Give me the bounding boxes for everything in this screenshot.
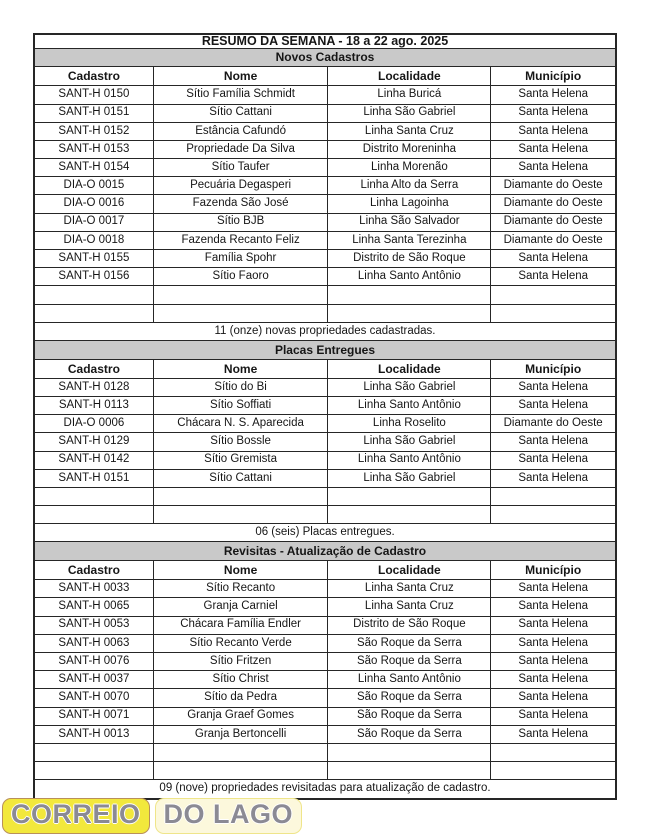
table-cell: SANT-H 0113 xyxy=(34,396,153,414)
column-header: Município xyxy=(491,359,616,378)
table-row xyxy=(34,451,616,469)
table-cell: Linha Santa Cruz xyxy=(328,122,491,140)
section-summary-row xyxy=(34,322,616,340)
section-summary-row xyxy=(34,524,616,542)
section-summary-row xyxy=(34,780,616,799)
table-cell: SANT-H 0013 xyxy=(34,725,153,743)
empty-cell xyxy=(491,506,616,524)
table-title-row xyxy=(34,34,616,48)
table-row xyxy=(34,634,616,652)
table-cell: Santa Helena xyxy=(491,580,616,598)
table-cell: Santa Helena xyxy=(491,469,616,487)
table-cell: Diamante do Oeste xyxy=(491,177,616,195)
column-header-row xyxy=(34,561,616,580)
table-row xyxy=(34,653,616,671)
empty-cell xyxy=(34,762,153,780)
empty-cell xyxy=(153,762,328,780)
table-cell: Linha Santa Cruz xyxy=(328,580,491,598)
table-row xyxy=(34,671,616,689)
table-cell: Linha Santo Antônio xyxy=(328,396,491,414)
empty-cell xyxy=(491,743,616,761)
table-cell: Linha Santo Antônio xyxy=(328,451,491,469)
table-cell: Santa Helena xyxy=(491,433,616,451)
table-cell: SANT-H 0037 xyxy=(34,671,153,689)
table-cell: SANT-H 0129 xyxy=(34,433,153,451)
table-row xyxy=(34,140,616,158)
table-cell: SANT-H 0053 xyxy=(34,616,153,634)
table-row xyxy=(34,580,616,598)
table-cell: São Roque da Serra xyxy=(328,634,491,652)
column-header-row xyxy=(34,359,616,378)
table-cell: SANT-H 0156 xyxy=(34,268,153,286)
logo-text-correio: CORREIO xyxy=(2,798,150,834)
empty-cell xyxy=(491,762,616,780)
empty-cell xyxy=(153,743,328,761)
table-cell: São Roque da Serra xyxy=(328,689,491,707)
table-cell: Sítio Bossle xyxy=(153,433,328,451)
empty-row xyxy=(34,304,616,322)
table-cell: Granja Carniel xyxy=(153,598,328,616)
empty-cell xyxy=(34,506,153,524)
table-cell: Santa Helena xyxy=(491,140,616,158)
table-cell: SANT-H 0063 xyxy=(34,634,153,652)
column-header: Localidade xyxy=(328,561,491,580)
table-cell: Sítio Cattani xyxy=(153,469,328,487)
table-cell: São Roque da Serra xyxy=(328,707,491,725)
table-cell: Distrito de São Roque xyxy=(328,616,491,634)
table-cell: Sítio da Pedra xyxy=(153,689,328,707)
empty-cell xyxy=(328,743,491,761)
column-header: Cadastro xyxy=(34,359,153,378)
table-row xyxy=(34,415,616,433)
table-cell: Santa Helena xyxy=(491,250,616,268)
empty-cell xyxy=(153,487,328,505)
column-header: Município xyxy=(491,67,616,86)
table-cell: Diamante do Oeste xyxy=(491,415,616,433)
empty-cell xyxy=(491,304,616,322)
table-cell: Sítio Recanto Verde xyxy=(153,634,328,652)
column-header: Nome xyxy=(153,359,328,378)
table-row xyxy=(34,707,616,725)
empty-row xyxy=(34,506,616,524)
logo-text-do-lago: DO LAGO xyxy=(155,798,303,834)
empty-cell xyxy=(491,487,616,505)
table-cell: Pecuária Degasperi xyxy=(153,177,328,195)
table-row xyxy=(34,104,616,122)
empty-cell xyxy=(153,304,328,322)
table-cell: Santa Helena xyxy=(491,634,616,652)
column-header: Cadastro xyxy=(34,67,153,86)
weekly-summary-table xyxy=(33,33,617,800)
section-band-row xyxy=(34,48,616,67)
empty-row xyxy=(34,743,616,761)
table-row xyxy=(34,469,616,487)
section-band-row xyxy=(34,542,616,561)
table-row xyxy=(34,396,616,414)
table-cell: Santa Helena xyxy=(491,671,616,689)
empty-row xyxy=(34,487,616,505)
empty-row xyxy=(34,762,616,780)
table-cell: Linha São Salvador xyxy=(328,213,491,231)
table-cell: Linha São Gabriel xyxy=(328,104,491,122)
empty-cell xyxy=(328,506,491,524)
table-cell: Granja Bertoncelli xyxy=(153,725,328,743)
table-cell: SANT-H 0033 xyxy=(34,580,153,598)
section-band-label: Revisitas - Atualização de Cadastro xyxy=(34,542,616,561)
table-cell: Diamante do Oeste xyxy=(491,231,616,249)
column-header: Localidade xyxy=(328,359,491,378)
table-cell: Sítio Faoro xyxy=(153,268,328,286)
table-cell: Linha Buricá xyxy=(328,86,491,104)
section-summary: 09 (nove) propriedades revisitadas para atualização de cadastro. xyxy=(34,780,616,799)
table-row xyxy=(34,86,616,104)
table-cell: DIA-O 0017 xyxy=(34,213,153,231)
table-row xyxy=(34,689,616,707)
table-cell: Sítio Fritzen xyxy=(153,653,328,671)
correio-do-lago-logo xyxy=(2,798,302,834)
table-cell: Santa Helena xyxy=(491,689,616,707)
table-cell: Linha Santo Antônio xyxy=(328,268,491,286)
table-cell: Sítio Gremista xyxy=(153,451,328,469)
table-cell: DIA-O 0016 xyxy=(34,195,153,213)
table-cell: Propriedade Da Silva xyxy=(153,140,328,158)
column-header: Localidade xyxy=(328,67,491,86)
table-cell: Chácara Família Endler xyxy=(153,616,328,634)
table-cell: Santa Helena xyxy=(491,378,616,396)
table-cell: SANT-H 0128 xyxy=(34,378,153,396)
empty-cell xyxy=(328,762,491,780)
table-row xyxy=(34,725,616,743)
table-row xyxy=(34,268,616,286)
column-header: Nome xyxy=(153,67,328,86)
table-cell: SANT-H 0151 xyxy=(34,469,153,487)
table-cell: DIA-O 0018 xyxy=(34,231,153,249)
table-body xyxy=(34,48,616,799)
table-row xyxy=(34,159,616,177)
table-cell: SANT-H 0150 xyxy=(34,86,153,104)
table-cell: Linha Santa Terezinha xyxy=(328,231,491,249)
table-cell: Santa Helena xyxy=(491,104,616,122)
table-cell: Fazenda São José xyxy=(153,195,328,213)
table-cell: Família Spohr xyxy=(153,250,328,268)
column-header: Nome xyxy=(153,561,328,580)
table-cell: Santa Helena xyxy=(491,598,616,616)
table-cell: Granja Graef Gomes xyxy=(153,707,328,725)
table-cell: SANT-H 0152 xyxy=(34,122,153,140)
table-cell: Linha Alto da Serra xyxy=(328,177,491,195)
table-cell: SANT-H 0142 xyxy=(34,451,153,469)
section-summary: 06 (seis) Placas entregues. xyxy=(34,524,616,542)
section-band-label: Novos Cadastros xyxy=(34,48,616,67)
table-cell: SANT-H 0076 xyxy=(34,653,153,671)
table-title: RESUMO DA SEMANA - 18 a 22 ago. 2025 xyxy=(34,34,616,48)
empty-cell xyxy=(328,304,491,322)
table-row xyxy=(34,598,616,616)
column-header: Cadastro xyxy=(34,561,153,580)
table-cell: SANT-H 0065 xyxy=(34,598,153,616)
table-row xyxy=(34,231,616,249)
empty-cell xyxy=(34,286,153,304)
empty-cell xyxy=(491,286,616,304)
table-row xyxy=(34,213,616,231)
empty-row xyxy=(34,286,616,304)
table-cell: Linha Santo Antônio xyxy=(328,671,491,689)
table-cell: Linha São Gabriel xyxy=(328,469,491,487)
table-cell: SANT-H 0154 xyxy=(34,159,153,177)
table-cell: Santa Helena xyxy=(491,725,616,743)
section-summary: 11 (onze) novas propriedades cadastradas. xyxy=(34,322,616,340)
table-cell: Linha Morenão xyxy=(328,159,491,177)
table-cell: Fazenda Recanto Feliz xyxy=(153,231,328,249)
empty-cell xyxy=(34,743,153,761)
table-cell: SANT-H 0071 xyxy=(34,707,153,725)
section-band-label: Placas Entregues xyxy=(34,340,616,359)
table-cell: Sítio Família Schmidt xyxy=(153,86,328,104)
empty-cell xyxy=(153,506,328,524)
table-cell: Santa Helena xyxy=(491,396,616,414)
table-cell: Distrito de São Roque xyxy=(328,250,491,268)
table-cell: Diamante do Oeste xyxy=(491,213,616,231)
table-row xyxy=(34,250,616,268)
table-cell: Sítio Taufer xyxy=(153,159,328,177)
table-cell: DIA-O 0015 xyxy=(34,177,153,195)
table-cell: Santa Helena xyxy=(491,616,616,634)
table-cell: Estância Cafundó xyxy=(153,122,328,140)
table-cell: São Roque da Serra xyxy=(328,725,491,743)
table-cell: Sítio Recanto xyxy=(153,580,328,598)
table-cell: Santa Helena xyxy=(491,159,616,177)
empty-cell xyxy=(328,286,491,304)
table-cell: Sítio Soffiati xyxy=(153,396,328,414)
table-cell: Distrito Moreninha xyxy=(328,140,491,158)
table-row xyxy=(34,378,616,396)
table-cell: Santa Helena xyxy=(491,268,616,286)
section-band-row xyxy=(34,340,616,359)
table-row xyxy=(34,195,616,213)
empty-cell xyxy=(328,487,491,505)
empty-cell xyxy=(34,304,153,322)
table-cell: DIA-O 0006 xyxy=(34,415,153,433)
table-row xyxy=(34,177,616,195)
table-cell: Linha Lagoinha xyxy=(328,195,491,213)
column-header: Município xyxy=(491,561,616,580)
empty-cell xyxy=(34,487,153,505)
empty-cell xyxy=(153,286,328,304)
table-row xyxy=(34,616,616,634)
table-cell: Sítio Christ xyxy=(153,671,328,689)
table-cell: Santa Helena xyxy=(491,86,616,104)
column-header-row xyxy=(34,67,616,86)
table-cell: Santa Helena xyxy=(491,653,616,671)
table-cell: SANT-H 0070 xyxy=(34,689,153,707)
table-cell: SANT-H 0151 xyxy=(34,104,153,122)
table-row xyxy=(34,122,616,140)
table-cell: Linha Santa Cruz xyxy=(328,598,491,616)
table-cell: Sítio BJB xyxy=(153,213,328,231)
table-cell: Linha Roselito xyxy=(328,415,491,433)
table-cell: Chácara N. S. Aparecida xyxy=(153,415,328,433)
table-cell: Sítio Cattani xyxy=(153,104,328,122)
table-cell: São Roque da Serra xyxy=(328,653,491,671)
table-cell: Sítio do Bi xyxy=(153,378,328,396)
table-cell: Santa Helena xyxy=(491,707,616,725)
table-cell: Santa Helena xyxy=(491,451,616,469)
table-cell: Diamante do Oeste xyxy=(491,195,616,213)
table-cell: SANT-H 0155 xyxy=(34,250,153,268)
table-cell: Linha São Gabriel xyxy=(328,378,491,396)
table-cell: Santa Helena xyxy=(491,122,616,140)
table-cell: Linha São Gabriel xyxy=(328,433,491,451)
table-cell: SANT-H 0153 xyxy=(34,140,153,158)
table-row xyxy=(34,433,616,451)
